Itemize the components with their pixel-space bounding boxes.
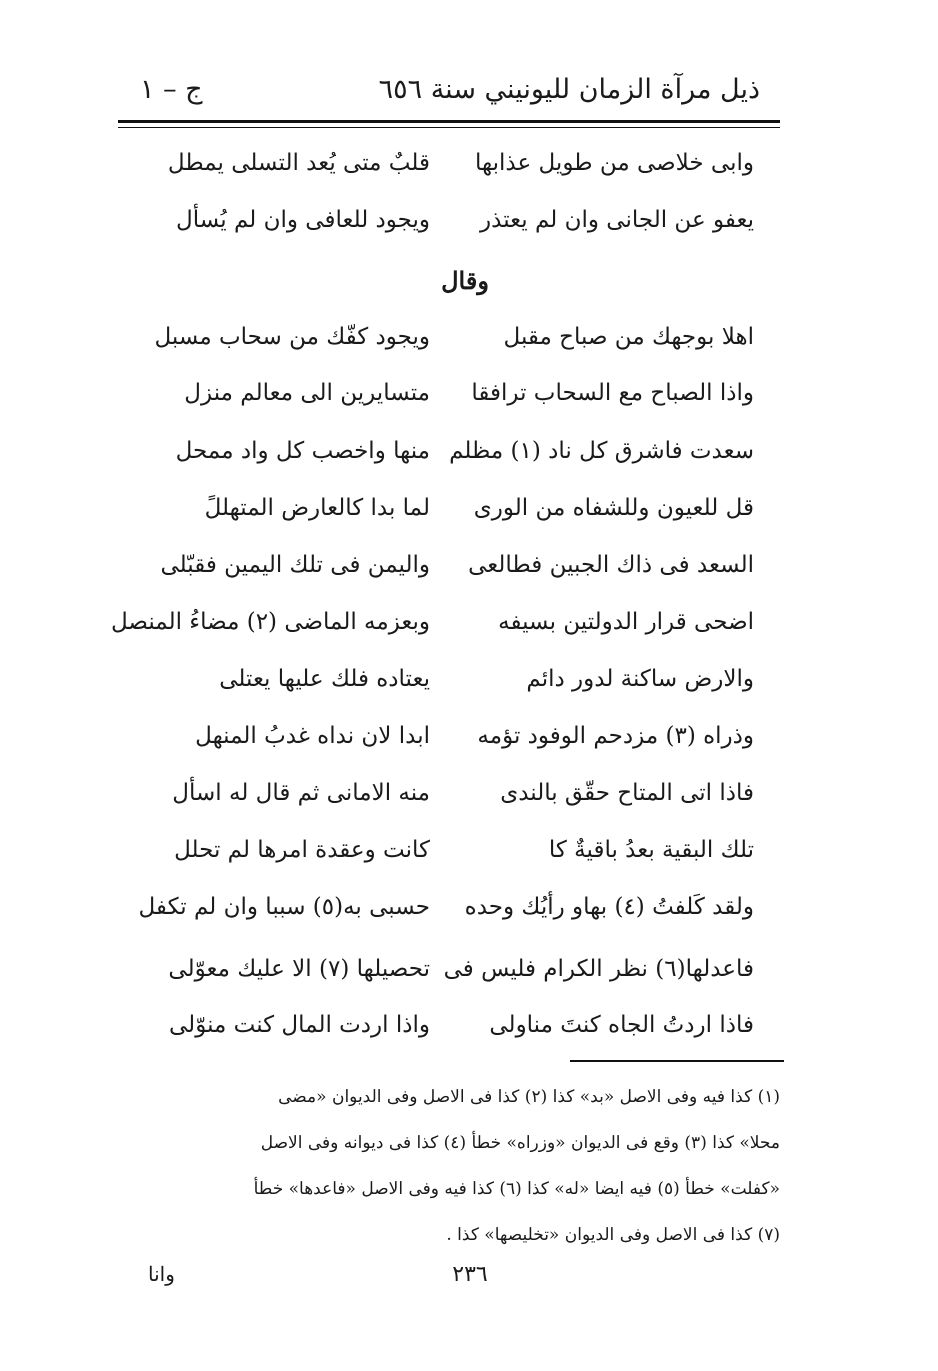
verse-first-hemistich: والارض ساكنة لدور دائم <box>526 666 754 692</box>
header-title: ذيل مرآة الزمان لليونيني سنة ٦٥٦ <box>378 74 760 105</box>
verse-first-hemistich: فاذا اردتُ الجاه كنتَ مناولى <box>489 1012 754 1038</box>
page-number: ٢٣٦ <box>452 1262 488 1287</box>
verse-second-hemistich: ابدا لان نداه غدبُ المنهل <box>195 723 430 749</box>
verse-line <box>150 538 754 594</box>
verse-second-hemistich: وبعزمه الماضى (٢) مضاءُ المنصل <box>111 609 430 635</box>
verse-second-hemistich: منه الامانى ثم قال له اسأل <box>172 780 430 806</box>
verse-second-hemistich: حسبى به(٥) سببا وان لم تكفل <box>138 894 430 920</box>
header-volume: ج – ١ <box>140 74 203 105</box>
verse-line <box>150 942 754 998</box>
verse-line <box>111 595 754 651</box>
footnote-line: محلا» كذا (٣) وقع فى الديوان «وزراه» خطأ (٤) كذا فى ديوانه وفى الاصل <box>260 1133 780 1153</box>
verse-line <box>150 424 754 480</box>
verse-first-hemistich: يعفو عن الجانى وان لم يعتذر <box>480 207 754 233</box>
verse-first-hemistich: قل للعيون وللشفاه من الورى <box>473 495 754 521</box>
verse-line <box>150 481 754 537</box>
verse-first-hemistich: اهلا بوجهك من صباح مقبل <box>503 324 754 350</box>
footnote-line: «كفلت» خطأ (٥) فيه ايضا «له» كذا (٦) كذا فيه وفى الاصل «فاعدها» خطأ <box>253 1179 780 1199</box>
verse-first-hemistich: فاعدلها(٦) نظر الكرام فليس فى <box>443 956 754 982</box>
verse-first-hemistich: وابى خلاصى من طويل عذابها <box>475 150 754 176</box>
footnotes <box>120 1074 780 1258</box>
section-heading: وقال <box>441 266 489 295</box>
verse-second-hemistich: ويجود للعافى وان لم يُسأل <box>176 207 430 233</box>
verse-first-hemistich: واذا الصباح مع السحاب ترافقا <box>471 380 754 406</box>
verse-line <box>150 766 754 822</box>
verse-first-hemistich: السعد فى ذاك الجبين فطالعى <box>468 552 754 578</box>
verse-first-hemistich: تلك البقية بعدُ باقيةٌ كا <box>548 837 754 863</box>
verse-second-hemistich: متسايرين الى معالم منزل <box>184 380 430 406</box>
verse-line <box>150 652 754 708</box>
footnote-line: (١) كذا فيه وفى الاصل «بد» كذا (٢) كذا فى الاصل وفى الديوان «مضى <box>278 1087 780 1107</box>
verse-line <box>150 998 754 1054</box>
verse-first-hemistich: وذراه (٣) مزدحم الوفود تؤمه <box>477 723 754 749</box>
verse-line <box>150 823 754 879</box>
verse-first-hemistich: ولقد كَلفتُ (٤) بهاو رأيُك وحده <box>464 894 754 920</box>
verse-second-hemistich: تحصيلها (٧) الا عليك معوّلى <box>168 956 430 982</box>
verse-second-hemistich: لما بدا كالعارض المتهللً <box>204 495 430 521</box>
verse-second-hemistich: يعتاده فلك عليها يعتلى <box>219 666 430 692</box>
verse-second-hemistich: واليمن فى تلك اليمين فقبّلى <box>160 552 430 578</box>
verse-second-hemistich: منها واخصب كل واد ممحل <box>175 438 430 464</box>
verse-line <box>150 136 754 192</box>
verse-line <box>138 880 754 936</box>
running-header <box>120 70 780 120</box>
verse-line <box>150 193 754 249</box>
verse-line <box>150 310 754 366</box>
verse-first-hemistich: اضحى قرار الدولتين بسيفه <box>498 609 754 635</box>
verse-second-hemistich: قلبٌ متى يُعد التسلى يمطل <box>167 150 430 176</box>
verse-line <box>150 709 754 765</box>
verse-first-hemistich: سعدت فاشرق كل ناد (١) مظلم <box>449 438 754 464</box>
verse-line <box>150 366 754 422</box>
header-rule <box>118 120 780 128</box>
footnote-rule <box>570 1060 784 1062</box>
footnote-line: (٧) كذا فى الاصل وفى الديوان «تخليصها» كذا . <box>446 1225 780 1245</box>
verse-second-hemistich: كانت وعقدة امرها لم تحلل <box>174 837 430 863</box>
catchword: وانا <box>148 1262 175 1286</box>
verse-first-hemistich: فاذا اتى المتاح حقّق بالندى <box>500 780 754 806</box>
verse-second-hemistich: واذا اردت المال كنت منوّلى <box>169 1012 430 1038</box>
verse-second-hemistich: ويجود كفّك من سحاب مسبل <box>154 324 430 350</box>
